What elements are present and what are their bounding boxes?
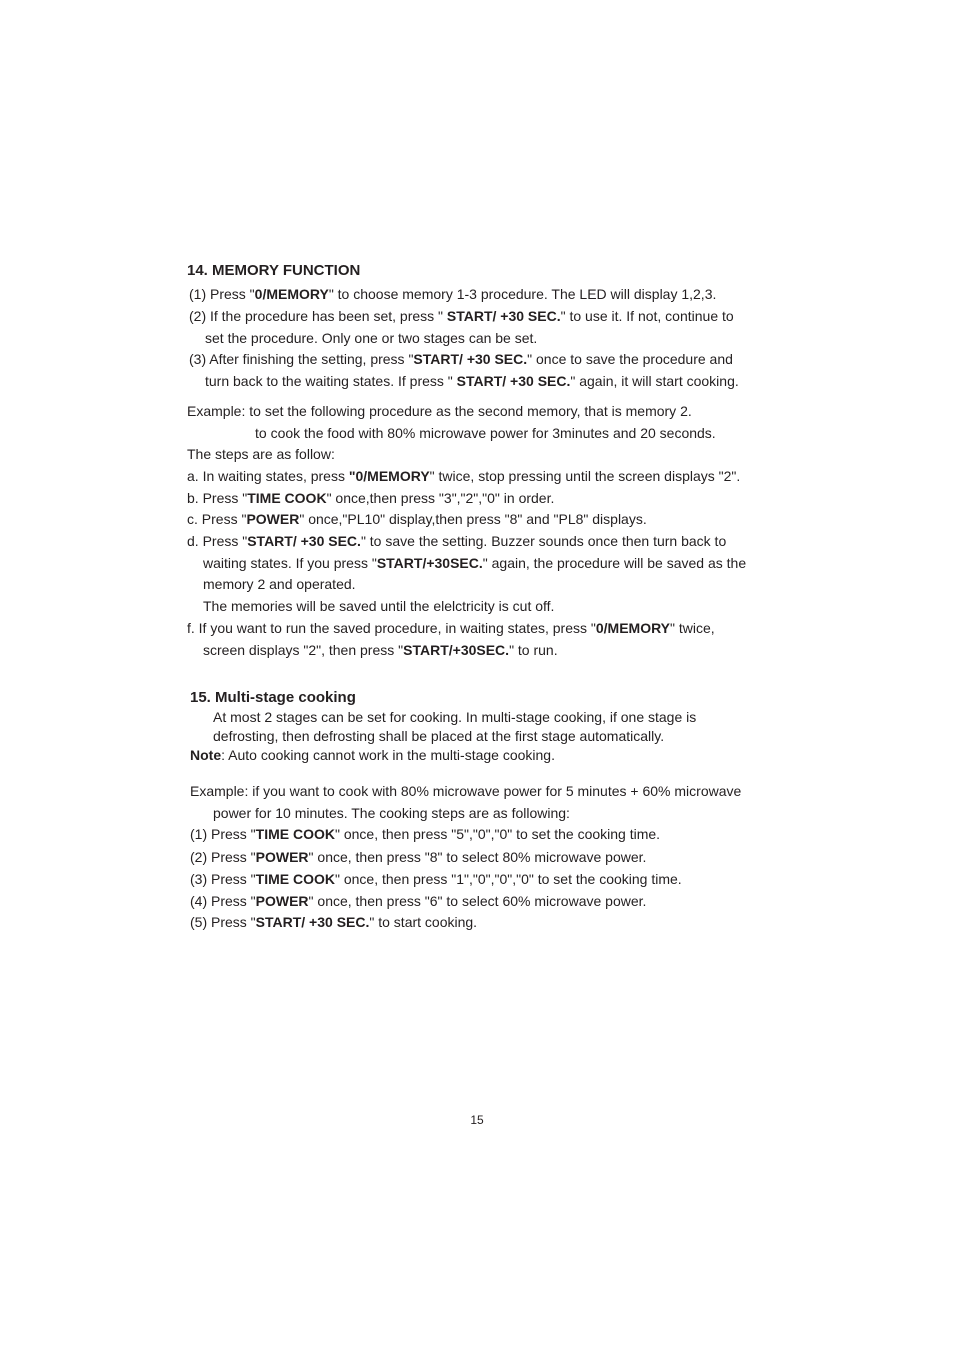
key-label: START/+30SEC. <box>376 555 483 571</box>
key-label: 0/MEMORY <box>254 286 329 302</box>
key-label: START/+30SEC. <box>403 642 510 658</box>
multistage-note: Note: Auto cooking cannot work in the multi-stage cooking. <box>190 747 555 763</box>
key-label: 0/MEMORY <box>595 620 671 636</box>
memory-item-3: (3) After finishing the setting, press "START/ +30 SEC." once to save the procedure and <box>189 351 733 367</box>
memory-function-heading: 14. MEMORY FUNCTION <box>187 262 361 279</box>
key-label: START/ +30 SEC. <box>413 351 528 367</box>
memory-step-d-cont-1: waiting states. If you press "START/+30SEC." again, the procedure will be saved as the <box>203 555 747 571</box>
memory-step-b: b. Press "TIME COOK" once,then press "3","2","0" in order. <box>187 490 555 506</box>
memory-step-f: f. If you want to run the saved procedure, in waiting states, press "0/MEMORY" twice, <box>187 620 715 636</box>
multistage-step-3: (3) Press "TIME COOK" once, then press "1","0","0","0" to set the cooking time. <box>190 871 682 887</box>
memory-item-2-cont: set the procedure. Only one or two stages can be set. <box>205 330 538 346</box>
multistage-step-4: (4) Press "POWER" once, then press "6" to select 60% microwave power. <box>190 893 647 909</box>
memory-item-1: (1) Press "0/MEMORY" to choose memory 1-3 procedure. The LED will display 1,2,3. <box>189 286 717 302</box>
multistage-step-1: (1) Press "TIME COOK" once, then press "5","0","0" to set the cooking time. <box>190 826 661 842</box>
multistage-intro-1: At most 2 stages can be set for cooking. In multi-stage cooking, if one stage is <box>213 709 697 725</box>
key-label: TIME COOK <box>255 871 335 887</box>
multistage-example-line: Example: if you want to cook with 80% microwave power for 5 minutes + 60% microwave <box>190 783 742 799</box>
multistage-example-cont: power for 10 minutes. The cooking steps are as following: <box>213 805 570 821</box>
memory-steps-intro: The steps are as follow: <box>187 446 335 462</box>
multistage-intro-2: defrosting, then defrosting shall be placed at the first stage automatically. <box>213 728 665 744</box>
key-label: POWER <box>246 511 300 527</box>
memory-step-d: d. Press "START/ +30 SEC." to save the setting. Buzzer sounds once then turn back to <box>187 533 727 549</box>
memory-step-c: c. Press "POWER" once,"PL10" display,then press "8" and "PL8" displays. <box>187 511 647 527</box>
key-label: START/ +30 SEC. <box>446 308 561 324</box>
multistage-step-5: (5) Press "START/ +30 SEC." to start cooking. <box>190 914 478 930</box>
key-label: POWER <box>255 849 309 865</box>
key-label: "0/MEMORY <box>348 468 430 484</box>
memory-save-note: The memories will be saved until the elelctricity is cut off. <box>203 598 555 614</box>
key-label: TIME COOK <box>247 490 327 506</box>
key-label: START/ +30 SEC. <box>456 373 571 389</box>
memory-step-d-cont-2: memory 2 and operated. <box>203 576 356 592</box>
multistage-heading: 15. Multi-stage cooking <box>190 689 356 706</box>
memory-example-detail: to cook the food with 80% microwave power for 3minutes and 20 seconds. <box>255 425 716 441</box>
memory-item-2: (2) If the procedure has been set, press " START/ +30 SEC." to use it. If not, continue to <box>189 308 734 324</box>
memory-step-f-cont: screen displays "2", then press "START/+30SEC." to run. <box>203 642 558 658</box>
key-label: START/ +30 SEC. <box>255 914 370 930</box>
key-label: TIME COOK <box>255 826 335 842</box>
memory-example-line: Example: to set the following procedure as the second memory, that is memory 2. <box>187 403 692 419</box>
key-label: Note <box>190 747 222 763</box>
key-label: POWER <box>255 893 309 909</box>
memory-item-3-cont: turn back to the waiting states. If press " START/ +30 SEC." again, it will start cooking. <box>205 373 739 389</box>
multistage-step-2: (2) Press "POWER" once, then press "8" to select 80% microwave power. <box>190 849 647 865</box>
memory-step-a: a. In waiting states, press "0/MEMORY" twice, stop pressing until the screen displays "2". <box>187 468 741 484</box>
key-label: START/ +30 SEC. <box>247 533 361 549</box>
page-number: 15 <box>470 1113 484 1127</box>
